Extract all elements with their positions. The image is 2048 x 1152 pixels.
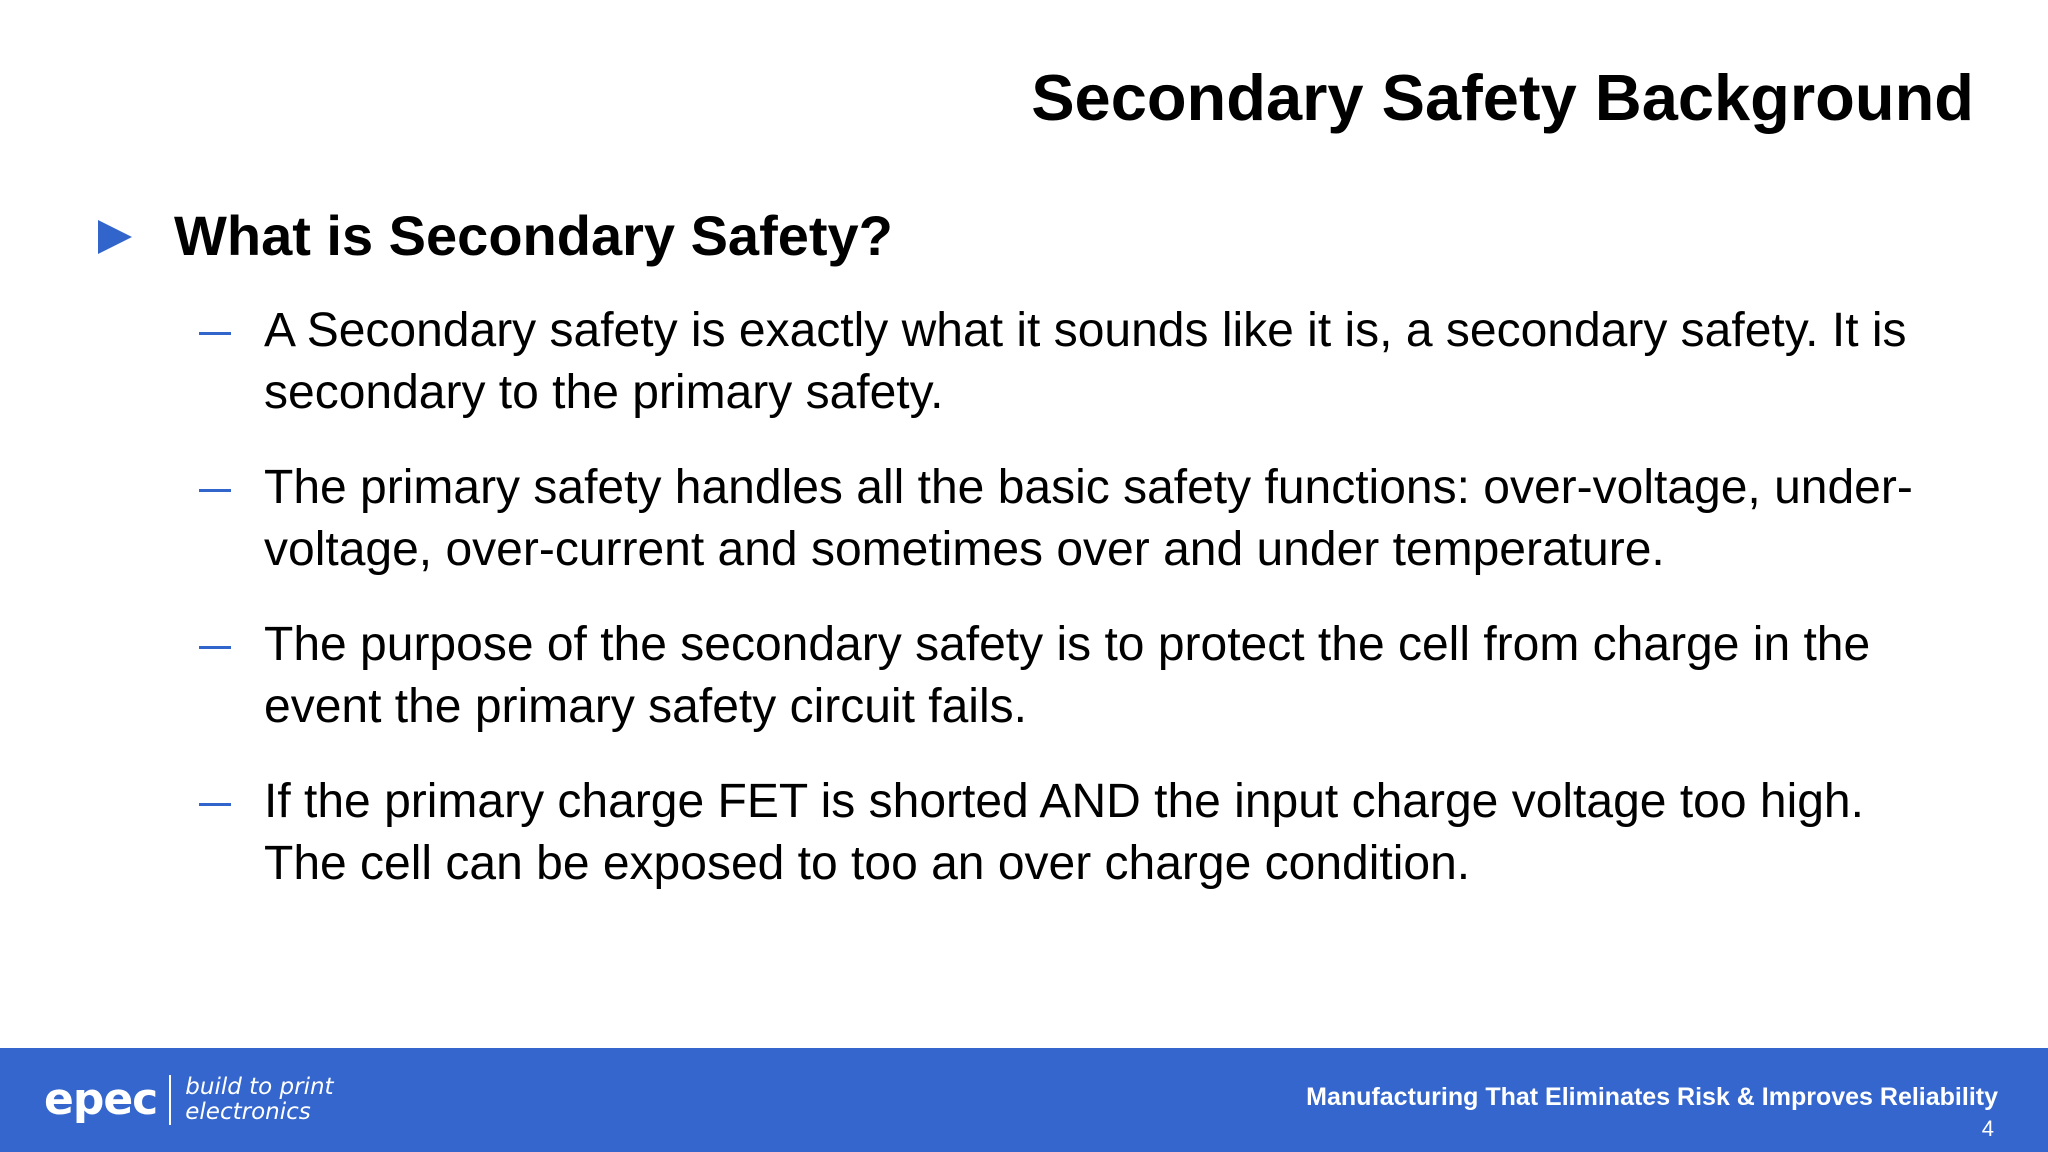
logo-tagline-line1: build to print — [185, 1074, 334, 1100]
list-item — [196, 457, 1956, 581]
dash-icon — [199, 489, 231, 492]
dash-icon — [199, 803, 231, 806]
logo-divider — [169, 1075, 171, 1125]
bullet-text: The purpose of the secondary safety is to protect the cell from charge in the event the primary safety circuit fails. — [264, 618, 1871, 733]
footer-bar — [0, 1048, 2048, 1152]
logo-tagline — [185, 1075, 333, 1125]
bullet-text: The primary safety handles all the basic safety functions: over-voltage, under-voltage, over-current and sometimes over and under temperature. — [264, 461, 1913, 576]
logo-tagline-line2: electronics — [185, 1099, 311, 1125]
triangle-right-icon — [98, 220, 132, 254]
list-item — [196, 300, 1956, 424]
heading-bullet — [98, 200, 893, 270]
list-item — [196, 614, 1956, 738]
epec-logo — [44, 1072, 334, 1128]
heading-text: What is Secondary Safety? — [174, 203, 893, 267]
logo-word: epec — [44, 1074, 158, 1125]
bullet-text: If the primary charge FET is shorted AND the input charge voltage too high. The cell can be exposed to too an over charge condition. — [264, 775, 1864, 890]
list-item — [196, 771, 1956, 895]
bullet-list — [196, 300, 1956, 928]
slide-title: Secondary Safety Background — [1031, 61, 1974, 134]
dash-icon — [199, 646, 231, 649]
bullet-text: A Secondary safety is exactly what it sounds like it is, a secondary safety. It is secondary to the primary safety. — [264, 304, 1907, 419]
dash-icon — [199, 332, 231, 335]
page-number: 4 — [1981, 1116, 1994, 1141]
footer-tagline: Manufacturing That Eliminates Risk & Improves Reliability — [1306, 1083, 1998, 1111]
